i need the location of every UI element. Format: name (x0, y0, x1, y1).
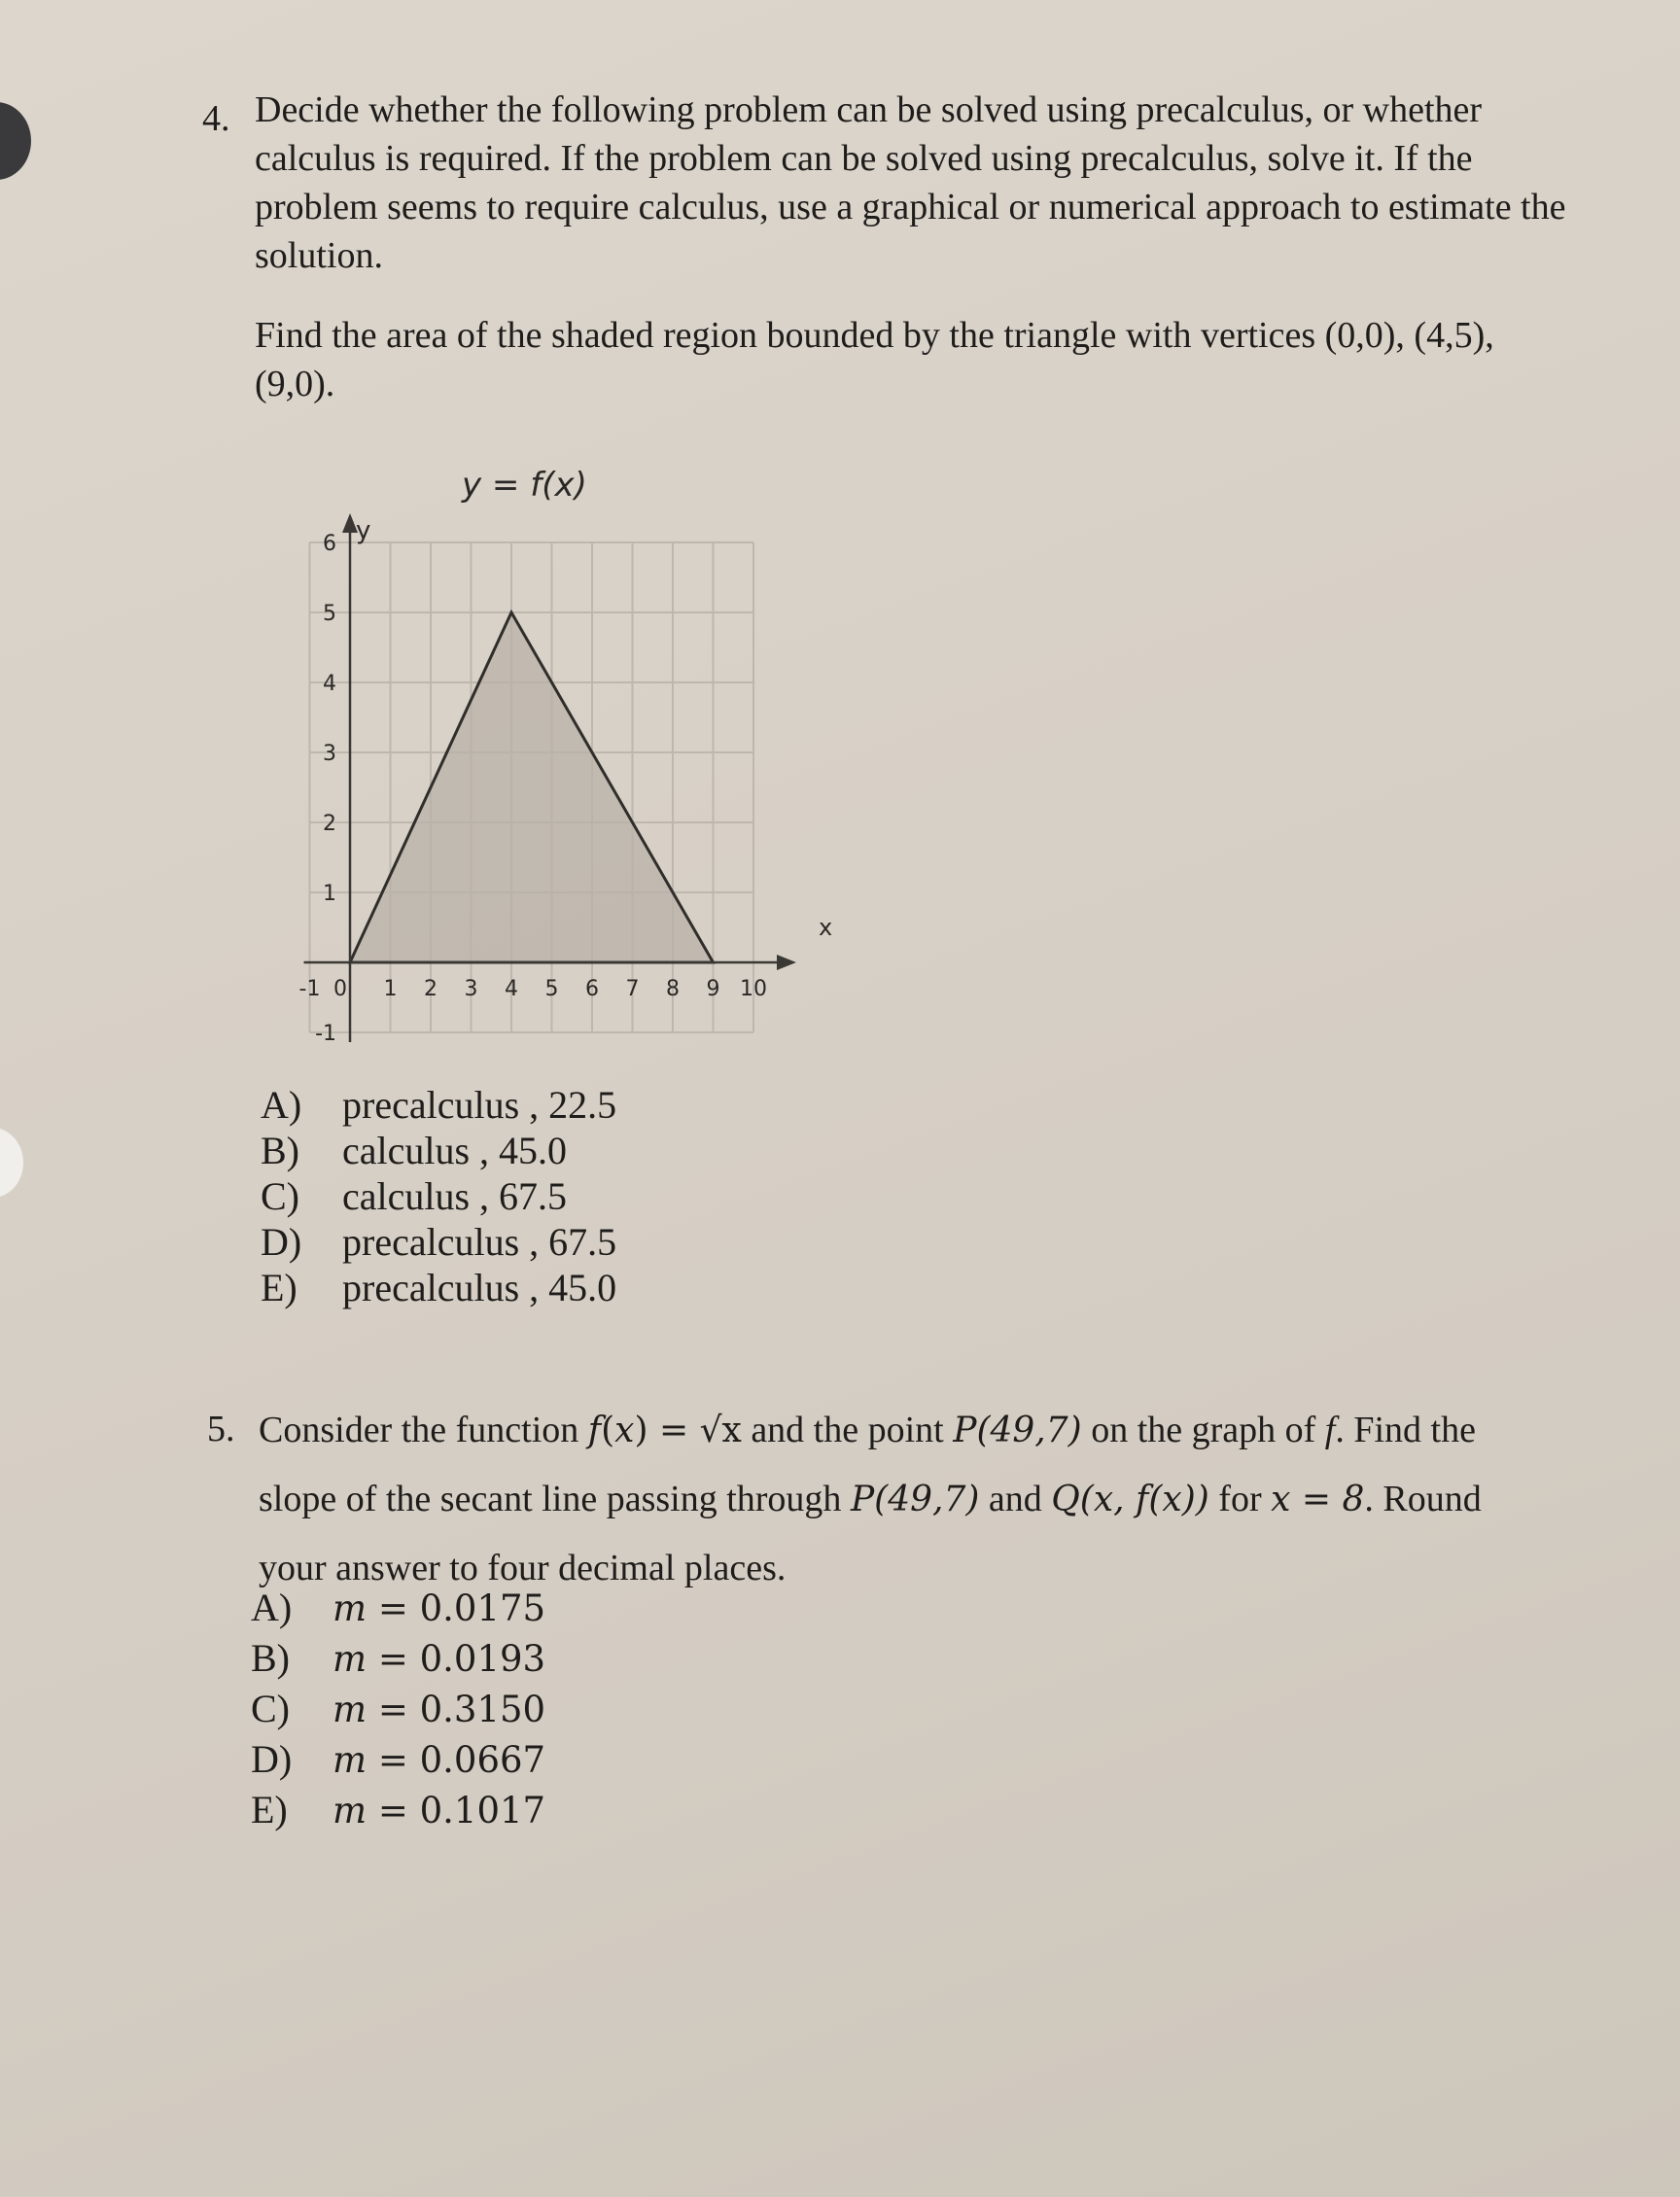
binder-hole-top (0, 102, 31, 180)
answer-choice-b[interactable] (261, 1128, 616, 1173)
prompt-line (259, 1465, 1482, 1534)
text-run: for (1208, 1479, 1272, 1519)
math-f: f (587, 1411, 602, 1450)
answer-choice-a[interactable] (261, 1082, 616, 1128)
choice-letter: A) (251, 1586, 293, 1629)
triangle-graph (282, 457, 846, 1060)
choice-letter: D) (251, 1737, 293, 1781)
math-x: x (614, 1411, 635, 1450)
x-tick-label: 6 (585, 977, 599, 1001)
choice-value: = 0.0175 (367, 1587, 546, 1629)
answer-choice-e[interactable] (261, 1265, 616, 1310)
math-point-p: P(49,7) (850, 1480, 980, 1519)
y-axis-label: y (356, 516, 371, 545)
answer-choice-d[interactable] (251, 1734, 545, 1785)
choice-variable: m (332, 1739, 368, 1781)
math-point-q: Q(x, f(x)) (1051, 1480, 1209, 1519)
answer-choice-b[interactable] (251, 1633, 545, 1684)
question-4-instructions (255, 86, 1565, 280)
math-paren: ( (601, 1411, 615, 1450)
x-tick-label: 4 (505, 977, 518, 1001)
x-tick-label: 10 (740, 977, 767, 1001)
prompt-line: (9,0). (255, 364, 335, 404)
choice-text: precalculus , 67.5 (342, 1220, 617, 1264)
x-tick-label: 1 (383, 977, 398, 1001)
choice-letter: C) (251, 1687, 290, 1730)
choice-letter: C) (261, 1174, 299, 1218)
math-sqrt-x: ) = √x (634, 1411, 742, 1450)
text-run: on the graph of (1081, 1410, 1325, 1450)
choice-letter: E) (251, 1788, 288, 1831)
prompt-line: your answer to four decimal places. (259, 1548, 787, 1588)
x-tick-label: 3 (464, 977, 478, 1001)
y-tick-label: 1 (323, 882, 336, 906)
x-tick-label: 2 (424, 977, 438, 1001)
math-f: f (1324, 1410, 1336, 1450)
x-tick-label: -1 (298, 977, 321, 1001)
y-tick-label: 5 (323, 602, 336, 626)
question-5-number: 5. (207, 1409, 235, 1449)
instruction-line: solution. (255, 235, 383, 276)
question-5-choices (251, 1583, 545, 1835)
choice-text: calculus , 67.5 (342, 1174, 568, 1218)
y-tick-label: 4 (323, 672, 336, 696)
x-axis-label: x (819, 914, 833, 941)
x-tick-label: 0 (333, 977, 347, 1001)
math-point-p: P(49,7) (953, 1411, 1082, 1450)
answer-choice-c[interactable] (261, 1173, 616, 1219)
function-label: y = f(x) (462, 466, 587, 505)
prompt-line: Find the area of the shaded region bounded by the triangle with vertices (0,0), (4,5), (255, 315, 1494, 356)
choice-variable: m (332, 1790, 368, 1831)
instruction-line: Decide whether the following problem can be solved using precalculus, or whether (255, 89, 1483, 130)
choice-letter: E) (261, 1266, 298, 1309)
choice-letter: D) (261, 1220, 302, 1264)
choice-letter: B) (251, 1636, 290, 1680)
binder-hole-middle (0, 1128, 23, 1198)
x-tick-label: 8 (666, 977, 680, 1001)
choice-value: = 0.1017 (367, 1790, 546, 1831)
instruction-line: problem seems to require calculus, use a graphical or numerical approach to estimate the (255, 187, 1566, 227)
text-run: Consider the function (259, 1410, 588, 1450)
y-tick-label: -1 (315, 1022, 336, 1046)
choice-variable: m (332, 1638, 368, 1680)
choice-variable: m (332, 1689, 368, 1730)
question-4-choices (261, 1082, 616, 1310)
y-tick-label: 6 (323, 532, 336, 556)
question-5-prompt (259, 1396, 1482, 1602)
choice-value: = 0.0193 (367, 1638, 546, 1680)
choice-variable: m (332, 1587, 368, 1629)
text-run: slope of the secant line passing through (259, 1479, 851, 1519)
y-tick-label: 3 (323, 742, 336, 766)
choice-text: calculus , 45.0 (342, 1129, 568, 1172)
choice-text: precalculus , 45.0 (342, 1266, 617, 1309)
choice-letter: A) (261, 1083, 302, 1127)
question-4-number: 4. (202, 98, 230, 139)
x-tick-label: 9 (706, 977, 720, 1001)
x-axis-arrow (777, 955, 796, 970)
text-run: . Round (1364, 1479, 1482, 1519)
text-run: and the point (741, 1410, 954, 1450)
math-x-value: x = 8 (1271, 1480, 1365, 1519)
answer-choice-e[interactable] (251, 1785, 545, 1835)
answer-choice-a[interactable] (251, 1583, 545, 1633)
choice-value: = 0.3150 (367, 1689, 546, 1730)
answer-choice-c[interactable] (251, 1684, 545, 1734)
instruction-line: calculus is required. If the problem can be solved using precalculus, solve it. If the (255, 138, 1473, 179)
answer-choice-d[interactable] (261, 1219, 616, 1265)
text-run: and (979, 1479, 1052, 1519)
prompt-line (259, 1396, 1482, 1465)
y-tick-label: 2 (323, 812, 336, 836)
choice-text: precalculus , 22.5 (342, 1083, 617, 1127)
x-tick-label: 7 (625, 977, 640, 1001)
choice-letter: B) (261, 1129, 299, 1172)
shaded-triangle-region (350, 612, 714, 962)
text-run: . Find the (1335, 1410, 1476, 1450)
x-tick-label: 5 (544, 977, 559, 1001)
question-4-prompt (255, 311, 1494, 408)
choice-value: = 0.0667 (367, 1739, 546, 1781)
